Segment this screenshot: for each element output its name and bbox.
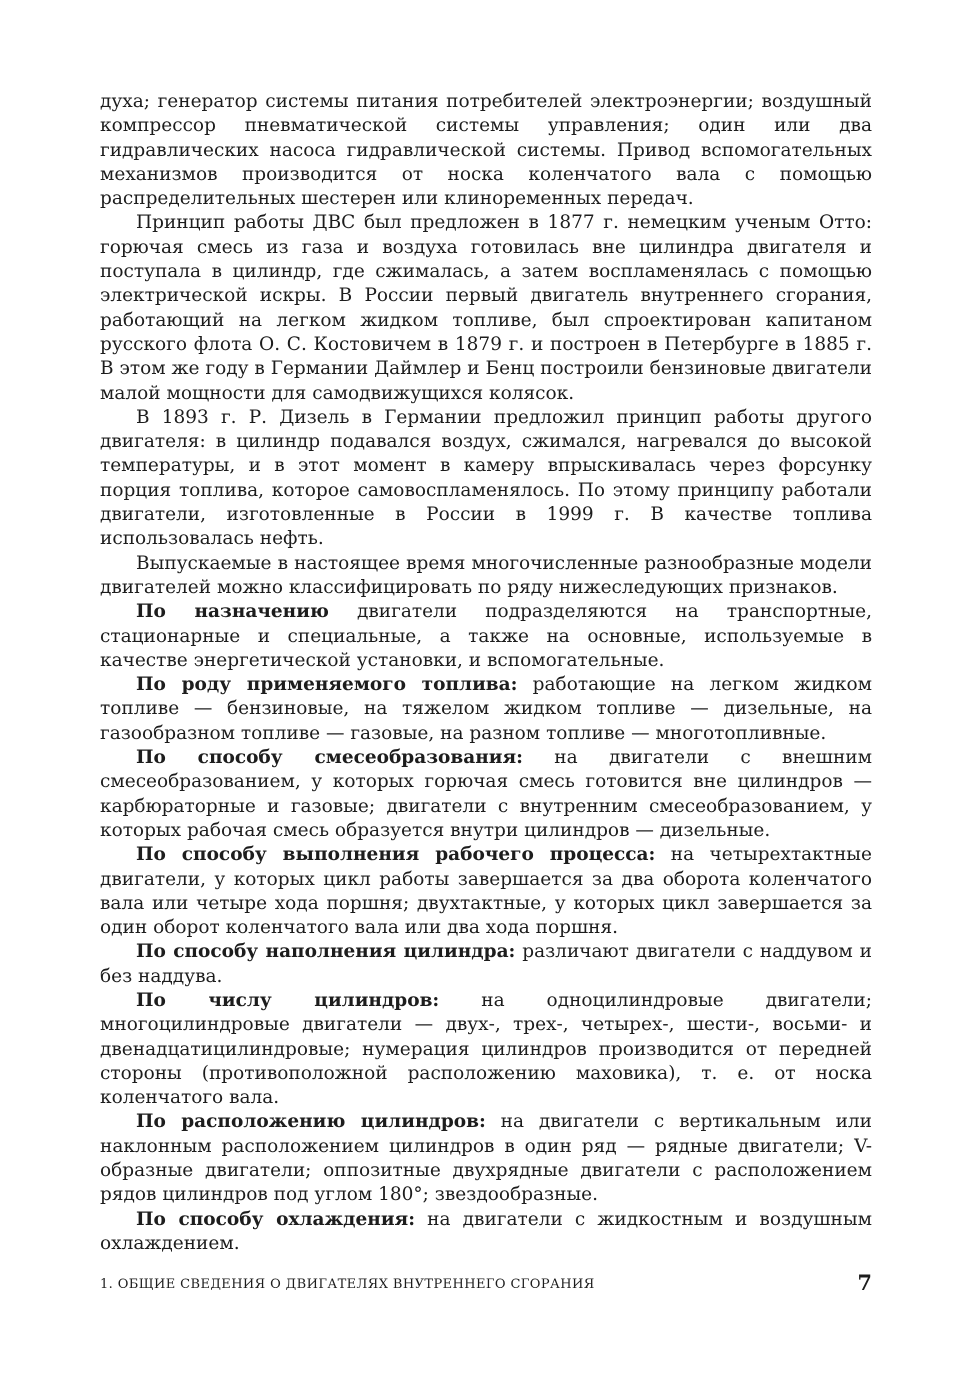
paragraph-text: Принцип работы ДВС был предложен в 1877 г. немецким ученым Отто: горючая смесь из газа и воздуха готовилась вне цилиндра двигателя и поступала в цилиндр, где сжималась, а затем воспламенялась с помощью электрической искры. В России первый двигатель внутреннего сгорания, работающий на легком жидком топливе, был спроектирован капитаном русского флота О. С. Костовичем в 1879 г. и построен в Петербурге в 1885 г. В этом же году в Германии Даймлер и Бенц построили бензиновые двигатели малой мощности для самодвижущихся колясок. (100, 212, 872, 404)
paragraph-lead: По способу смесеобразования: (136, 747, 523, 769)
paragraph-text: на двигатели с вертикальным или наклонным расположением цилиндров в один ряд — рядные двигатели; V-образные двигатели; оппозитные двухрядные двигатели с расположением рядов цилиндров под углом 180°; звездообразные. (100, 1111, 872, 1206)
page-number: 7 (857, 1270, 872, 1295)
paragraph-text: на одноцилиндровые двигатели; многоцилиндровые двигатели — двух-, трех-, четырех-, шести-, восьми- и двенадцатицилиндровые; нумерация цилиндров производится от передней стороны (противоположной расположению маховика), т. е. от носка коленчатого вала. (100, 989, 872, 1109)
paragraph-lead: По расположению цилиндров: (136, 1111, 486, 1133)
paragraph-by-cylinder-filling (100, 940, 872, 989)
paragraph-lead: По роду применяемого топлива: (136, 674, 518, 696)
paragraph-by-work-process (100, 843, 872, 940)
paragraph-classification-intro (100, 552, 872, 601)
paragraph-text: на двигатели с жидкостным и воздушным охлаждением. (100, 1208, 872, 1254)
paragraph-text: на двигатели с внешним смесеобразованием, у которых горючая смесь готовится вне цилиндров — карбюраторные и газовые; двигатели с внутренним смесеобразованием, у которых рабочая смесь образуется внутри цилиндров — дизельные. (100, 747, 872, 841)
paragraph-lead: По способу наполнения цилиндра: (136, 941, 516, 963)
paragraph-by-cooling (100, 1208, 872, 1257)
paragraph-text: на четырехтактные двигатели, у которых цикл работы завершается за два оборота коленчатого вала или четыре хода поршня; двухтактные, у которых цикл завершается за один оборот коленчатого вала или два хода поршня. (100, 844, 872, 939)
running-footer-title: 1. ОБЩИЕ СВЕДЕНИЯ О ДВИГАТЕЛЯХ ВНУТРЕННЕГО СГОРАНИЯ (100, 1277, 595, 1292)
paragraph-lead: По способу выполнения рабочего процесса: (136, 844, 656, 866)
paragraph-text: работающие на легком жидком топливе — бензиновые, на тяжелом жидком топливе — дизельные, на газообразном топливе — газовые, на разном топливе — многотопливные. (100, 674, 872, 744)
paragraph-lead: По назначению (136, 601, 329, 623)
paragraph-lead: По числу цилиндров: (136, 989, 440, 1011)
page-body (100, 90, 872, 1256)
paragraph-continuation (100, 90, 872, 211)
paragraph-otto-history (100, 211, 872, 405)
paragraph-diesel-history (100, 406, 872, 552)
paragraph-by-cylinder-count (100, 989, 872, 1110)
paragraph-lead: По способу охлаждения: (136, 1208, 416, 1230)
paragraph-text: Выпускаемые в настоящее время многочисленные разнообразные модели двигателей можно классифицировать по ряду нижеследующих признаков. (100, 552, 872, 598)
paragraph-text: различают двигатели с наддувом и без наддува. (100, 941, 872, 987)
paragraph-text: двигатели подразделяются на транспортные, стационарные и специальные, а также на основные, используемые в качестве энергетической установки, и вспомогательные. (100, 601, 872, 671)
paragraph-by-fuel (100, 673, 872, 746)
paragraph-by-purpose (100, 600, 872, 673)
paragraph-text: В 1893 г. Р. Дизель в Германии предложил принцип работы другого двигателя: в цилиндр подавался воздух, сжимался, нагревался до высокой температуры, и в этот момент в камеру впрыскивалась через форсунку порция топлива, которое самовоспламенялось. По этому принципу работали двигатели, изготовленные в России в 1999 г. В качестве топлива использовалась нефть. (100, 406, 872, 550)
paragraph-by-cylinder-layout (100, 1110, 872, 1207)
paragraph-text: духа; генератор системы питания потребителей электроэнергии; воздушный компрессор пневматической системы управления; один или два гидравлических насоса гидравлической системы. Привод вспомогательных механизмов производится от носка коленчатого вала с помощью распределительных шестерен или клиноременных передач. (100, 91, 872, 210)
paragraph-by-mixture-formation (100, 746, 872, 843)
page-footer (100, 1270, 872, 1300)
